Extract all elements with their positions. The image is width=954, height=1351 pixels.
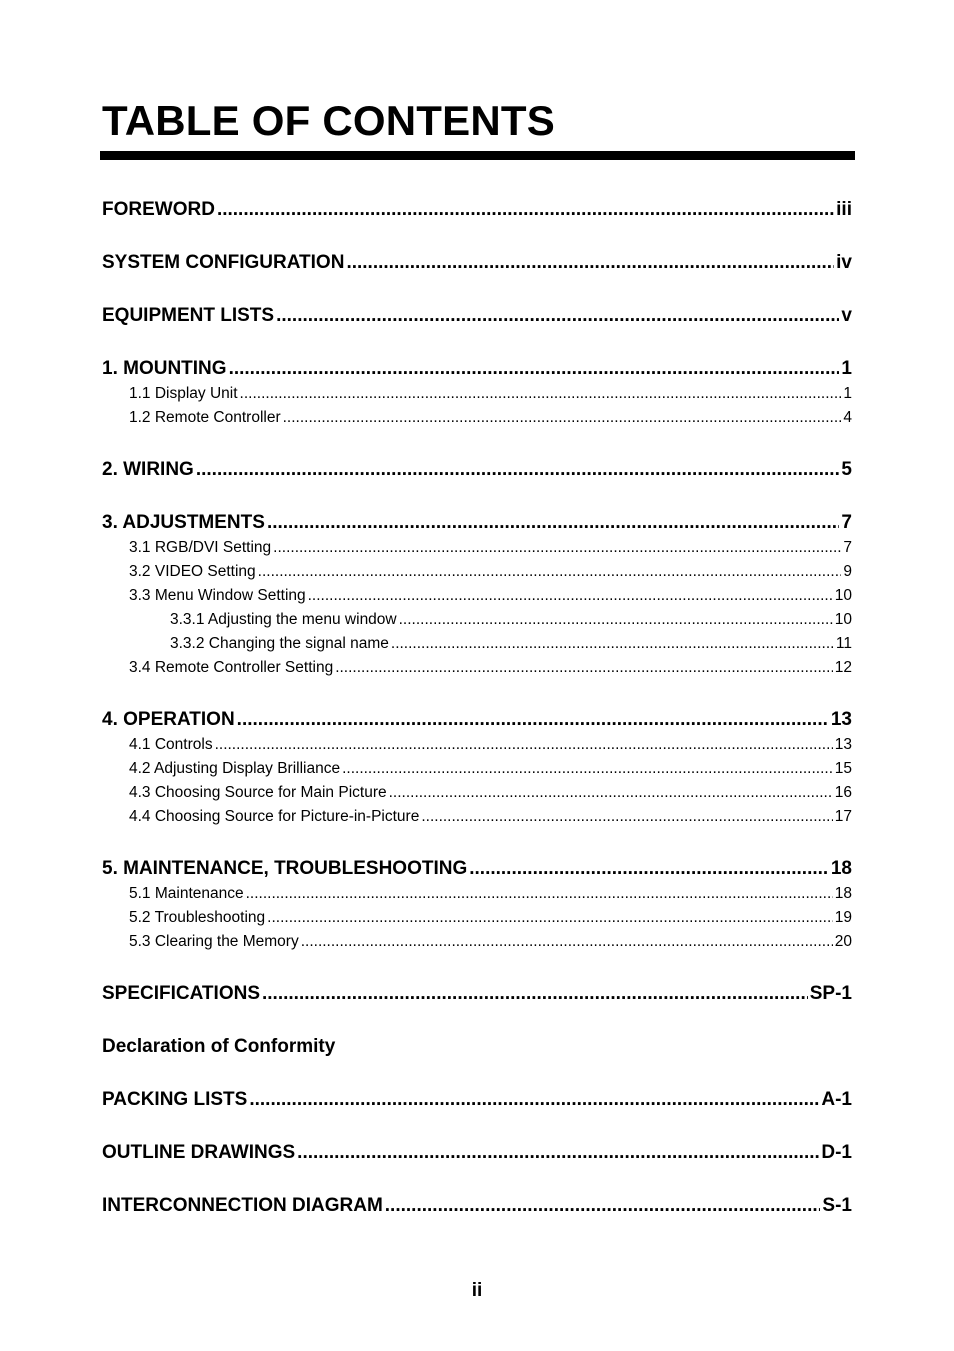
leader-dots (262, 982, 808, 1006)
toc-entry-operation[interactable] (102, 708, 852, 732)
leader-dots (217, 198, 834, 222)
toc-entry-label: Declaration of Conformity (102, 1036, 336, 1057)
toc-entry-label: 5.3 Clearing the Memory (129, 933, 299, 950)
toc-entry-label: 3.3 Menu Window Setting (129, 587, 306, 604)
toc-entry-label: 4.4 Choosing Source for Picture-in-Picture (129, 808, 420, 825)
toc-entry-maintenance-troubleshooting[interactable] (102, 857, 852, 881)
toc-entry-page: 7 (841, 512, 852, 533)
toc-entry-page: 20 (834, 933, 852, 950)
toc-entry-label: 4.2 Adjusting Display Brilliance (129, 760, 341, 777)
leader-dots (283, 408, 842, 428)
toc-entry-video-setting[interactable] (129, 562, 852, 582)
toc-entry-equipment-lists[interactable] (102, 304, 852, 328)
leader-dots (342, 759, 833, 779)
toc-entry-label: 5. MAINTENANCE, TROUBLESHOOTING (102, 858, 468, 879)
toc-entry-label: 1. MOUNTING (102, 358, 227, 379)
toc-entry-label: 1.2 Remote Controller (129, 409, 281, 426)
leader-dots (389, 783, 833, 803)
toc-entry-packing-lists[interactable] (102, 1088, 852, 1112)
toc-entry-mounting[interactable] (102, 357, 852, 381)
toc-entry-display-unit[interactable] (129, 384, 852, 404)
leader-dots (237, 708, 829, 732)
toc-entry-page: v (841, 305, 852, 326)
toc-entry-page: S-1 (822, 1195, 852, 1216)
page-title: TABLE OF CONTENTS (102, 97, 555, 144)
leader-dots (335, 658, 833, 678)
toc-entry-controls[interactable] (129, 735, 852, 755)
toc-entry-label: 3.3.1 Adjusting the menu window (170, 611, 397, 628)
toc-entry-page: SP-1 (809, 983, 852, 1004)
toc-entry-page: 1 (841, 358, 852, 379)
toc-entry-label: 4.1 Controls (129, 736, 213, 753)
toc-entry-page: 18 (830, 858, 852, 879)
toc-entry-display-brilliance[interactable] (129, 759, 852, 779)
toc-entry-changing-signal-name[interactable] (170, 634, 852, 654)
leader-dots (308, 586, 833, 606)
toc-entry-page: iii (836, 199, 852, 220)
toc-entry-source-pip[interactable] (129, 807, 852, 827)
toc-entry-page: A-1 (821, 1089, 852, 1110)
toc-entry-label: 4.3 Choosing Source for Main Picture (129, 784, 387, 801)
toc-entry-page: 13 (834, 736, 852, 753)
toc-entry-outline-drawings[interactable] (102, 1141, 852, 1165)
leader-dots (267, 908, 833, 928)
toc-entry-page: 17 (834, 808, 852, 825)
toc-entry-label: SYSTEM CONFIGURATION (102, 252, 345, 273)
toc-entry-page: 10 (834, 587, 852, 604)
toc-entry-label: OUTLINE DRAWINGS (102, 1142, 296, 1163)
leader-dots (297, 1141, 819, 1165)
toc-entry-page: 7 (843, 539, 852, 556)
toc-entry-page: 4 (843, 409, 852, 426)
leader-dots (240, 384, 842, 404)
leader-dots (258, 562, 842, 582)
toc-entry-source-main-picture[interactable] (129, 783, 852, 803)
toc-entry-page: 16 (834, 784, 852, 801)
toc-entry-label: FOREWORD (102, 199, 215, 220)
toc-entry-interconnection-diagram[interactable] (102, 1194, 852, 1218)
toc-entry-label: 3.1 RGB/DVI Setting (129, 539, 272, 556)
toc-entry-menu-window-setting[interactable] (129, 586, 852, 606)
leader-dots (273, 538, 841, 558)
leader-dots (301, 932, 833, 952)
toc-entry-page: 13 (830, 709, 852, 730)
leader-dots (229, 357, 840, 381)
toc-entry-label: 3.2 VIDEO Setting (129, 563, 256, 580)
toc-entry-label: 3.4 Remote Controller Setting (129, 659, 334, 676)
leader-dots (249, 1088, 819, 1112)
leader-dots (346, 251, 834, 275)
leader-dots (421, 807, 832, 827)
leader-dots (215, 735, 833, 755)
toc-entry-page: 12 (834, 659, 852, 676)
toc-entry-troubleshooting[interactable] (129, 908, 852, 928)
leader-dots (385, 1194, 821, 1218)
toc-entry-label: 1.1 Display Unit (129, 385, 238, 402)
toc-entry-remote-controller[interactable] (129, 408, 852, 428)
leader-dots (276, 304, 839, 328)
toc-entry-page: 18 (834, 885, 852, 902)
toc-entry-page: 1 (843, 385, 852, 402)
toc-entry-adjustments[interactable] (102, 511, 852, 535)
toc-entry-maintenance[interactable] (129, 884, 852, 904)
toc-entry-foreword[interactable] (102, 198, 852, 222)
toc-entry-remote-controller-setting[interactable] (129, 658, 852, 678)
toc-entry-label: 5.2 Troubleshooting (129, 909, 266, 926)
toc-entry-clearing-memory[interactable] (129, 932, 852, 952)
leader-dots (196, 458, 840, 482)
page-number: ii (471, 1280, 483, 1301)
toc-entry-adjusting-menu-window[interactable] (170, 610, 852, 630)
toc-entry-label: 3. ADJUSTMENTS (102, 512, 265, 533)
toc-entry-label: 2. WIRING (102, 459, 194, 480)
toc-entry-specifications[interactable] (102, 982, 852, 1006)
toc-entry-declaration-of-conformity[interactable] (102, 1035, 852, 1059)
toc-entry-page: 15 (834, 760, 852, 777)
leader-dots (267, 511, 839, 535)
toc-entry-page: 5 (841, 459, 852, 480)
toc-entry-page: 11 (835, 635, 852, 652)
toc-entry-label: 4. OPERATION (102, 709, 235, 730)
toc-entry-page: 9 (843, 563, 852, 580)
toc-entry-page: 19 (834, 909, 852, 926)
toc-entry-page: iv (836, 252, 852, 273)
toc-entry-page: 10 (834, 611, 852, 628)
leader-dots (469, 857, 829, 881)
toc-entry-label: EQUIPMENT LISTS (102, 305, 275, 326)
toc-entry-label: PACKING LISTS (102, 1089, 248, 1110)
toc-entry-system-configuration[interactable] (102, 251, 852, 275)
leader-dots (246, 884, 833, 904)
toc-entry-wiring[interactable] (102, 458, 852, 482)
leader-dots (391, 634, 834, 654)
leader-dots (399, 610, 833, 630)
toc-entry-label: INTERCONNECTION DIAGRAM (102, 1195, 383, 1216)
toc-entry-rgb-dvi-setting[interactable] (129, 538, 852, 558)
toc-entry-label: 5.1 Maintenance (129, 885, 244, 902)
toc-entry-label: SPECIFICATIONS (102, 983, 260, 1004)
toc-entry-label: 3.3.2 Changing the signal name (170, 635, 389, 652)
toc-entry-page: D-1 (821, 1142, 852, 1163)
